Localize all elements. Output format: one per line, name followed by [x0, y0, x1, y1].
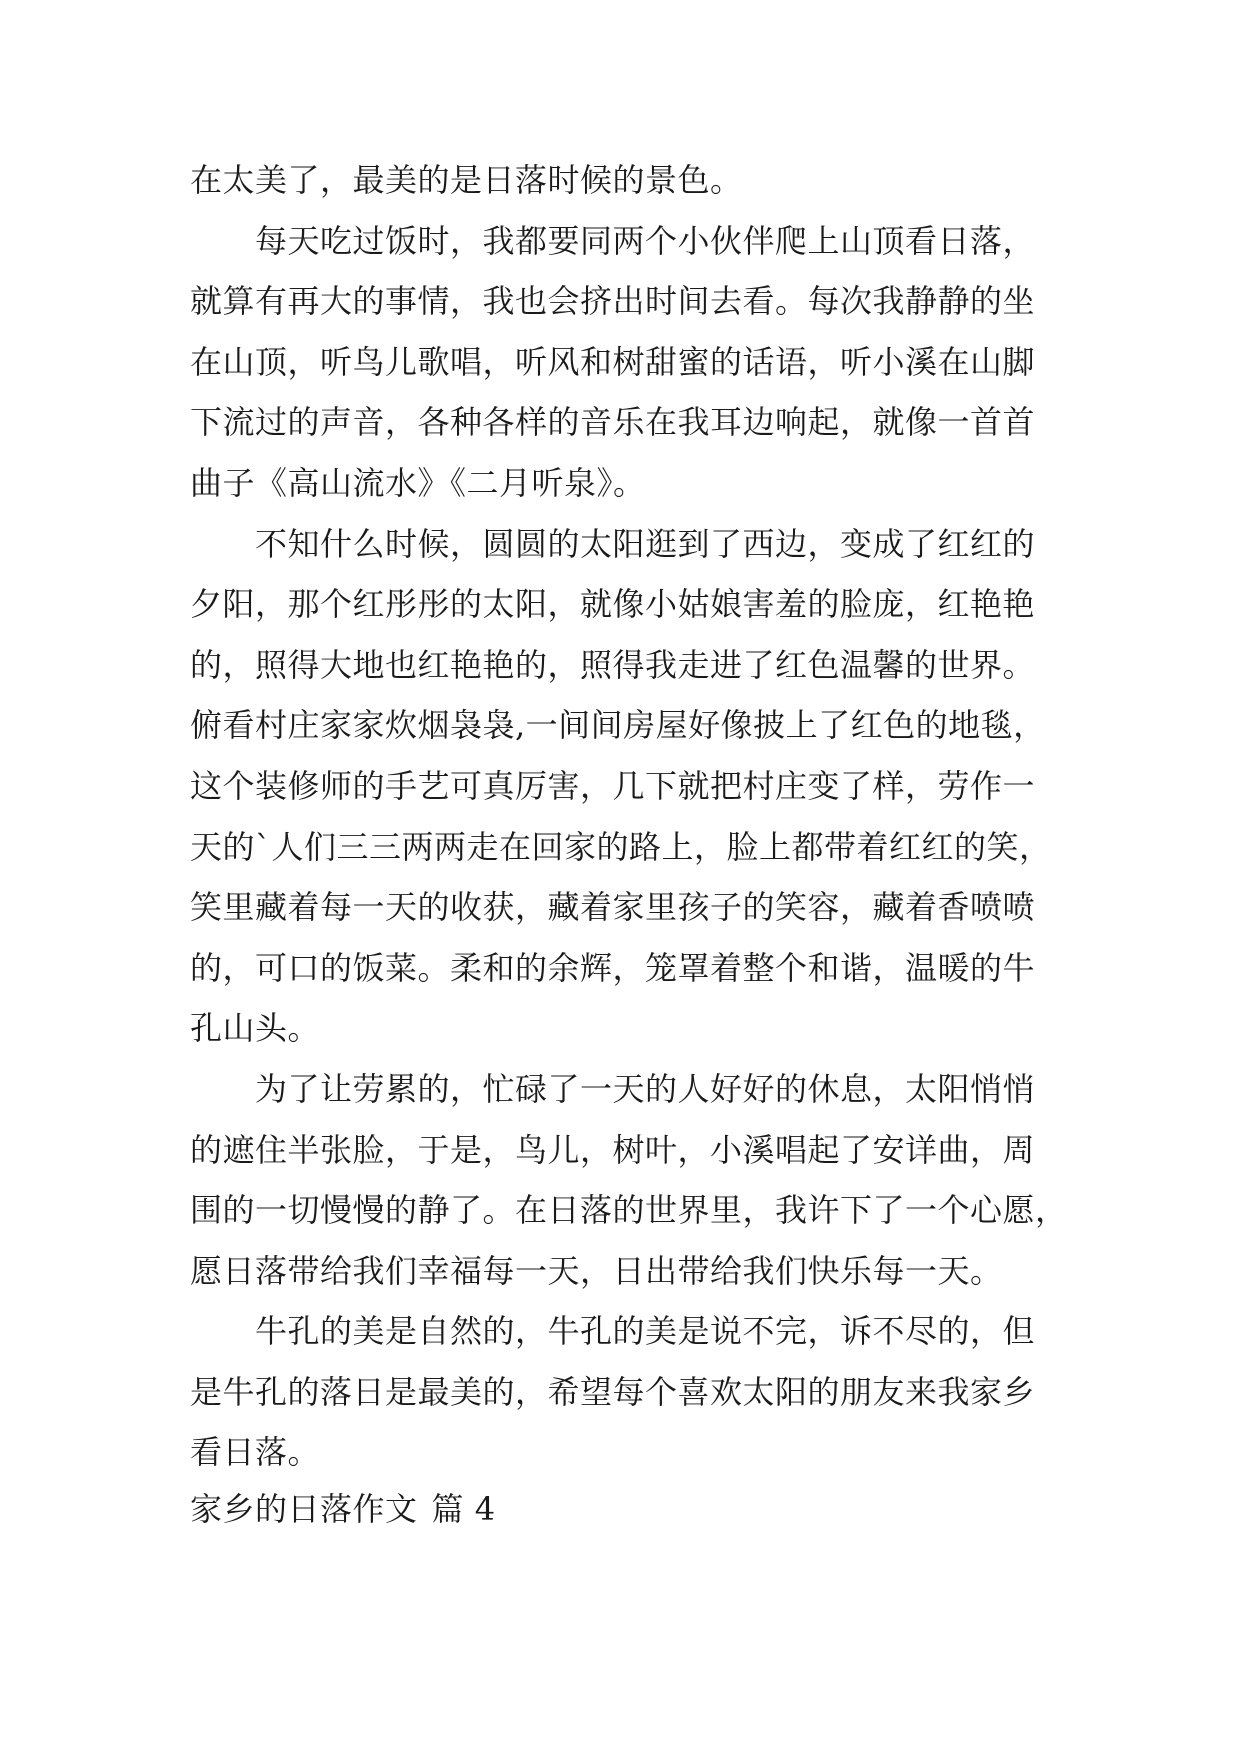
- text-line: 在太美了，最美的是日落时候的景色。: [190, 161, 743, 199]
- text-line: 天的`人们三三两两走在回家的路上，脸上都带着红红的笑，: [190, 827, 1052, 866]
- section-heading-title: 家乡的日落作文: [190, 1490, 418, 1528]
- text-line: 曲子《高山流水》《二月听泉》。: [190, 463, 646, 502]
- text-line: 看日落。: [190, 1433, 321, 1472]
- text-line: 为了让劳累的，忙碌了一天的人好好的休息，太阳悄悄: [190, 1069, 1036, 1108]
- text-line: 的遮住半张脸，于是，鸟儿，树叶，小溪唱起了安详曲，周: [190, 1130, 1036, 1169]
- text-line: 在山顶，听鸟儿歌唱，听风和树甜蜜的话语，听小溪在山脚: [190, 342, 1036, 381]
- text-line: 俯看村庄家家炊烟袅袅,一间间房屋好像披上了红色的地毯，: [190, 706, 1046, 745]
- text-line: 就算有再大的事情，我也会挤出时间去看。每次我静静的坐: [190, 282, 1036, 321]
- text-line: 牛孔的美是自然的，牛孔的美是说不完，诉不尽的，但: [190, 1312, 1036, 1351]
- text-line: 下流过的声音，各种各样的音乐在我耳边响起，就像一首首: [190, 403, 1036, 442]
- text-line: 夕阳，那个红彤彤的太阳，就像小姑娘害羞的脸庞，红艳艳: [190, 585, 1036, 624]
- text-line: 围的一切慢慢的静了。在日落的世界里，我许下了一个心愿，: [190, 1191, 1068, 1230]
- section-heading: [190, 1485, 496, 1533]
- text-line: 笑里藏着每一天的收获，藏着家里孩子的笑容，藏着香喷喷: [190, 888, 1036, 927]
- text-line: 愿日落带给我们幸福每一天，日出带给我们快乐每一天。: [190, 1251, 1003, 1290]
- text-line: 不知什么时候，圆圆的太阳逛到了西边，变成了红红的: [190, 524, 1036, 563]
- text-line: 的，可口的饭菜。柔和的余辉，笼罩着整个和谐，温暖的牛: [190, 948, 1036, 987]
- section-heading-number: 篇 4: [431, 1490, 496, 1528]
- text-line: 每天吃过饭时，我都要同两个小伙伴爬上山顶看日落，: [190, 221, 1036, 260]
- essay-body: [190, 150, 1070, 1483]
- text-line: 孔山头。: [190, 1009, 321, 1048]
- text-line: 这个装修师的手艺可真厉害，几下就把村庄变了样，劳作一: [190, 766, 1036, 805]
- text-line: 的，照得大地也红艳艳的，照得我走进了红色温馨的世界。: [190, 645, 1036, 684]
- text-line: 是牛孔的落日是最美的，希望每个喜欢太阳的朋友来我家乡: [190, 1372, 1036, 1411]
